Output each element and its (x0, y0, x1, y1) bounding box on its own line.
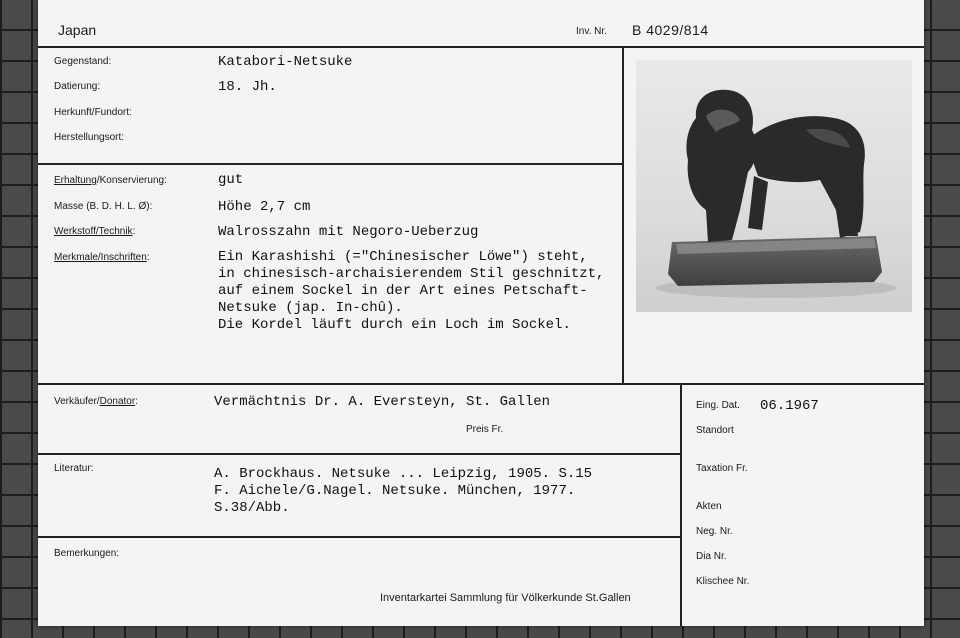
merkmale-label (54, 252, 150, 263)
akten-label: Akten (696, 501, 722, 512)
literatur-text (214, 466, 592, 517)
merkmale-line: Die Kordel läuft durch ein Loch im Sockel. (218, 317, 571, 333)
inventory-card (38, 0, 924, 626)
divider-object (38, 163, 622, 165)
literatur-line: F. Aichele/G.Nagel. Netsuke. München, 1977. (214, 483, 576, 499)
werkstoff-value: Walrosszahn mit Negoro-Ueberzug (218, 224, 479, 240)
divider-photo-left (622, 46, 624, 384)
preis-label: Preis Fr. (466, 424, 504, 435)
divider-header (38, 46, 924, 48)
literatur-label: Literatur: (54, 463, 94, 474)
eing-dat-value: 06.1967 (760, 398, 819, 414)
merkmale-line: Netsuke (jap. In-chû). (218, 300, 403, 316)
merkmale-line: Ein Karashishi (="Chinesischer Löwe") steht, (218, 249, 588, 265)
klischee-nr-label: Klischee Nr. (696, 576, 750, 587)
erhaltung-label (54, 175, 167, 186)
inv-number: B 4029/814 (632, 22, 709, 38)
erhaltung-value: gut (218, 172, 244, 188)
karashishi-netsuke-image (636, 60, 912, 312)
masse-label: Masse (B. D. H. L. Ø): (54, 201, 153, 212)
werkstoff-label (54, 226, 135, 237)
herkunft-label: Herkunft/Fundort: (54, 107, 132, 118)
erhaltung-label-b: /Konservierung: (96, 175, 167, 186)
inv-label: Inv. Nr. (576, 26, 607, 37)
verkaeufer-label-c: : (135, 396, 138, 407)
literatur-line: A. Brockhaus. Netsuke ... Leipzig, 1905. S.15 (214, 466, 593, 482)
verkaeufer-label-a: Verkäufer/ (54, 396, 100, 407)
merkmale-line: auf einem Sockel in der Art eines Petschaft- (218, 283, 588, 299)
verkaeufer-label (54, 396, 138, 407)
divider-side-left (680, 384, 682, 626)
werkstoff-label-a: Werkstoff/Technik (54, 226, 133, 237)
merkmale-text (218, 249, 604, 334)
merkmale-label-a: Merkmale/Inschriften (54, 252, 147, 263)
netsuke-photo (636, 60, 912, 312)
standort-label: Standort (696, 425, 734, 436)
erhaltung-label-a: Erhaltung (54, 175, 97, 186)
datierung-value: 18. Jh. (218, 79, 277, 95)
eing-dat-label: Eing. Dat. (696, 400, 740, 411)
masse-value: Höhe 2,7 cm (218, 199, 311, 215)
gegenstand-label: Gegenstand: (54, 56, 112, 67)
footer-text: Inventarkartei Sammlung für Völkerkunde St.Gallen (380, 592, 631, 604)
merkmale-label-b: : (146, 252, 150, 263)
taxation-label: Taxation Fr. (696, 463, 748, 474)
dia-nr-label: Dia Nr. (696, 551, 727, 562)
divider-literature (38, 536, 680, 538)
datierung-label: Datierung: (54, 81, 101, 92)
herstellungsort-label: Herstellungsort: (54, 132, 125, 143)
verkaeufer-value: Vermächtnis Dr. A. Eversteyn, St. Gallen (214, 394, 551, 410)
gegenstand-value: Katabori-Netsuke (218, 54, 353, 70)
neg-nr-label: Neg. Nr. (696, 526, 733, 537)
merkmale-line: in chinesisch-archaisierendem Stil geschnitzt, (218, 266, 605, 282)
werkstoff-label-b: : (132, 226, 136, 237)
verkaeufer-label-b: Donator (99, 396, 136, 407)
divider-acquisition (38, 453, 680, 455)
bemerkungen-label: Bemerkungen: (54, 548, 120, 559)
literatur-line: S.38/Abb. (214, 500, 290, 516)
country-label: Japan (58, 22, 97, 38)
divider-condition (38, 383, 924, 385)
